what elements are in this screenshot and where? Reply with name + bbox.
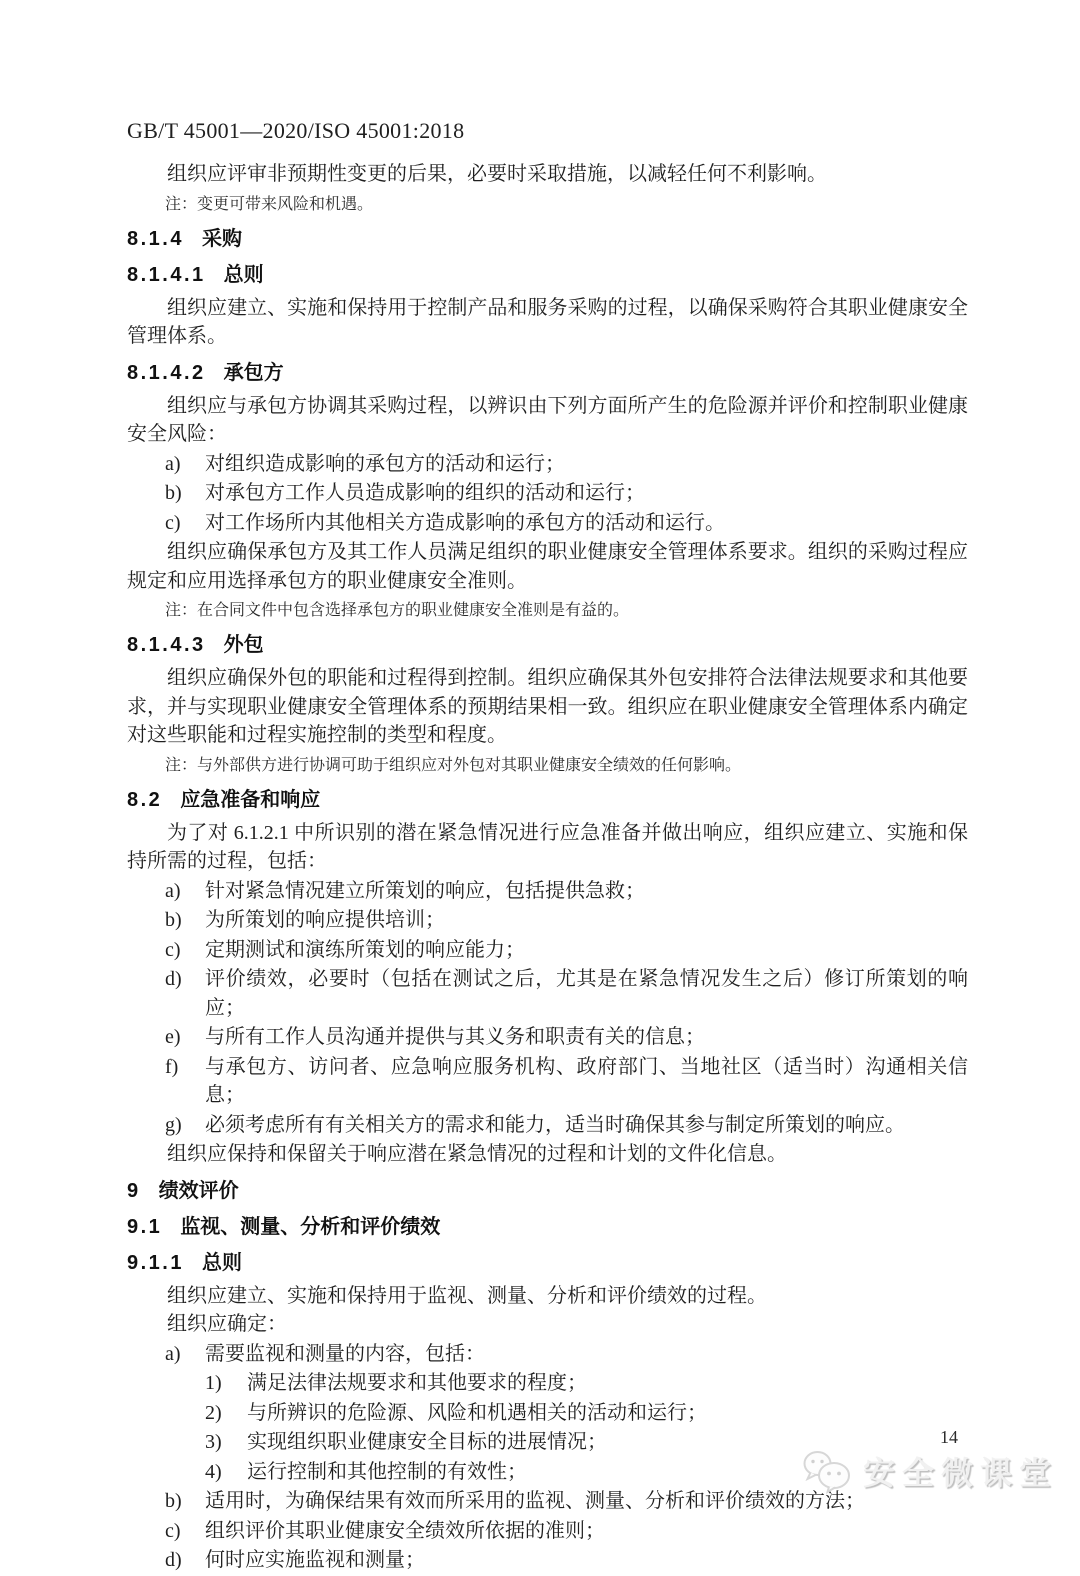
list-item-label: a)	[165, 452, 181, 475]
list-item-label: e)	[165, 1026, 181, 1048]
list-item-text: 为所策划的响应提供培训；	[205, 909, 445, 931]
list-item	[127, 509, 968, 538]
list-item	[127, 450, 968, 479]
document-content	[127, 116, 968, 1576]
paragraph: 为了对 6.1.2.1 中所识别的潜在紧急情况进行应急准备并做出响应，组织应建立、实施和保持所需的过程，包括：	[127, 821, 968, 872]
list-item-label: c)	[165, 938, 181, 961]
section-number: 9.1.1	[127, 1251, 184, 1274]
section-heading-9-1-1	[127, 1249, 968, 1277]
list-item-label: d)	[165, 968, 182, 990]
list-item-text: 与所有工作人员沟通并提供与其义务和职责有关的信息；	[205, 1026, 705, 1048]
list-item-label: b)	[165, 909, 182, 931]
paragraph: 组织应建立、实施和保持用于控制产品和服务采购的过程，以确保采购符合其职业健康安全管理体系。	[127, 296, 968, 347]
paragraph: 组织应建立、实施和保持用于监视、测量、分析和评价绩效的过程。	[167, 1284, 767, 1307]
section-title: 采购	[201, 227, 242, 250]
section-title: 总则	[223, 263, 264, 286]
page-number: 14	[940, 1427, 958, 1447]
list-item-text: 评价绩效，必要时（包括在测试之后，尤其是在紧急情况发生之后）修订所策划的响应；	[205, 968, 968, 1019]
paragraph: 组织应评审非预期性变更的后果，必要时采取措施，以减轻任何不利影响。	[167, 163, 827, 185]
list-item-text: 需要监视和测量的内容，包括：	[205, 1342, 485, 1365]
wechat-icon	[801, 1449, 855, 1493]
section-title: 外包	[223, 634, 264, 656]
list-item-text: 对承包方工作人员造成影响的组织的活动和运行；	[205, 482, 645, 504]
list-item	[127, 1517, 968, 1546]
list-item-label: a)	[165, 879, 181, 902]
list-item-text: 对工作场所内其他相关方造成影响的承包方的活动和运行。	[205, 511, 725, 534]
list-item-text: 满足法律法规要求和其他要求的程度；	[247, 1372, 587, 1394]
list-item	[127, 1023, 968, 1052]
watermark-text: 安全微课堂	[862, 1455, 1058, 1491]
sub-list-item	[127, 1399, 968, 1428]
section-title: 总则	[201, 1251, 242, 1274]
section-heading-8-1-4-3	[127, 631, 968, 659]
sub-list-item	[127, 1369, 968, 1398]
list-item-label: a)	[165, 1342, 181, 1365]
list-item-label: g)	[165, 1113, 182, 1136]
section-title: 监视、测量、分析和评价绩效	[180, 1215, 441, 1238]
paragraph: 组织应确定：	[167, 1313, 287, 1335]
paragraph: 组织应确保外包的职能和过程得到控制。组织应确保其外包安排符合法律法规要求和其他要求，并与实现职业健康安全管理体系的预期结果相一致。组织应在职业健康安全管理体系内确定对这些职能和过程实施控制的类型和程度。	[127, 667, 968, 746]
paragraph: 组织应确保承包方及其工作人员满足组织的职业健康安全管理体系要求。组织的采购过程应规定和应用选择承包方的职业健康安全准则。	[127, 541, 968, 592]
paragraph: 组织应保持和保留关于响应潜在紧急情况的过程和计划的文件化信息。	[167, 1143, 787, 1165]
list-item	[127, 1053, 968, 1110]
list-item-label: 1)	[205, 1372, 222, 1394]
section-heading-9-1	[127, 1213, 968, 1241]
list-item-text: 实现组织职业健康安全目标的进展情况；	[247, 1431, 607, 1453]
list-item-label: 3)	[205, 1431, 222, 1453]
list-item-label: 2)	[205, 1401, 222, 1424]
list-item	[127, 479, 968, 508]
list-item-text: 必须考虑所有有关相关方的需求和能力，适当时确保其参与制定所策划的响应。	[205, 1113, 905, 1136]
note: 注：与外部供方进行协调可助于组织应对外包对其职业健康安全绩效的任何影响。	[165, 756, 742, 774]
list-item-text: 适用时，为确保结果有效而所采用的监视、测量、分析和评价绩效的方法；	[205, 1490, 865, 1512]
section-number: 8.1.4	[127, 227, 184, 250]
list-item	[127, 1546, 968, 1575]
watermark	[801, 1448, 1058, 1494]
section-number: 8.1.4.3	[127, 634, 206, 656]
standard-number-header: GB/T 45001—2020/ISO 45001:2018	[127, 118, 465, 143]
section-number: 9	[127, 1179, 141, 1202]
section-title: 承包方	[223, 361, 284, 384]
paragraph: 组织应与承包方协调其采购过程，以辨识由下列方面所产生的危险源并评价和控制职业健康安全风险：	[127, 394, 968, 445]
list-item	[127, 1340, 968, 1369]
section-title: 应急准备和响应	[180, 788, 321, 811]
list-item	[127, 906, 968, 935]
list-item-text: 对组织造成影响的承包方的活动和运行；	[205, 452, 565, 475]
list-item-text: 组织评价其职业健康安全绩效所依据的准则；	[205, 1519, 605, 1542]
section-title: 绩效评价	[158, 1179, 239, 1202]
list-item-text: 定期测试和演练所策划的响应能力；	[205, 938, 525, 961]
note: 注：在合同文件中包含选择承包方的职业健康安全准则是有益的。	[165, 602, 630, 619]
list-item-label: c)	[165, 511, 181, 534]
section-heading-8-2	[127, 786, 968, 814]
section-heading-8-1-4	[127, 225, 968, 253]
section-number: 8.1.4.1	[127, 263, 206, 286]
list-item-text: 运行控制和其他控制的有效性；	[247, 1460, 527, 1483]
section-number: 8.1.4.2	[127, 361, 206, 384]
list-item-label: 4)	[205, 1460, 222, 1483]
list-item-label: d)	[165, 1549, 182, 1571]
section-heading-9	[127, 1177, 968, 1205]
list-item	[127, 877, 968, 906]
list-item	[127, 1111, 968, 1140]
list-item-label: b)	[165, 1490, 182, 1512]
list-item-text: 针对紧急情况建立所策划的响应，包括提供急救；	[205, 879, 645, 902]
section-number: 8.2	[127, 788, 163, 811]
list-item-label: f)	[165, 1055, 179, 1078]
list-item-text: 与所辨识的危险源、风险和机遇相关的活动和运行；	[247, 1401, 707, 1424]
section-number: 9.1	[127, 1215, 163, 1238]
section-heading-8-1-4-1	[127, 261, 968, 289]
list-item	[127, 936, 968, 965]
note: 注：变更可带来风险和机遇。	[165, 195, 374, 213]
list-item-text: 何时应实施监视和测量；	[205, 1549, 425, 1571]
list-item-label: b)	[165, 482, 182, 504]
list-item-text: 与承包方、访问者、应急响应服务机构、政府部门、当地社区（适当时）沟通相关信息；	[205, 1055, 968, 1106]
list-item-label: c)	[165, 1519, 181, 1542]
section-heading-8-1-4-2	[127, 359, 968, 387]
list-item	[127, 965, 968, 1022]
